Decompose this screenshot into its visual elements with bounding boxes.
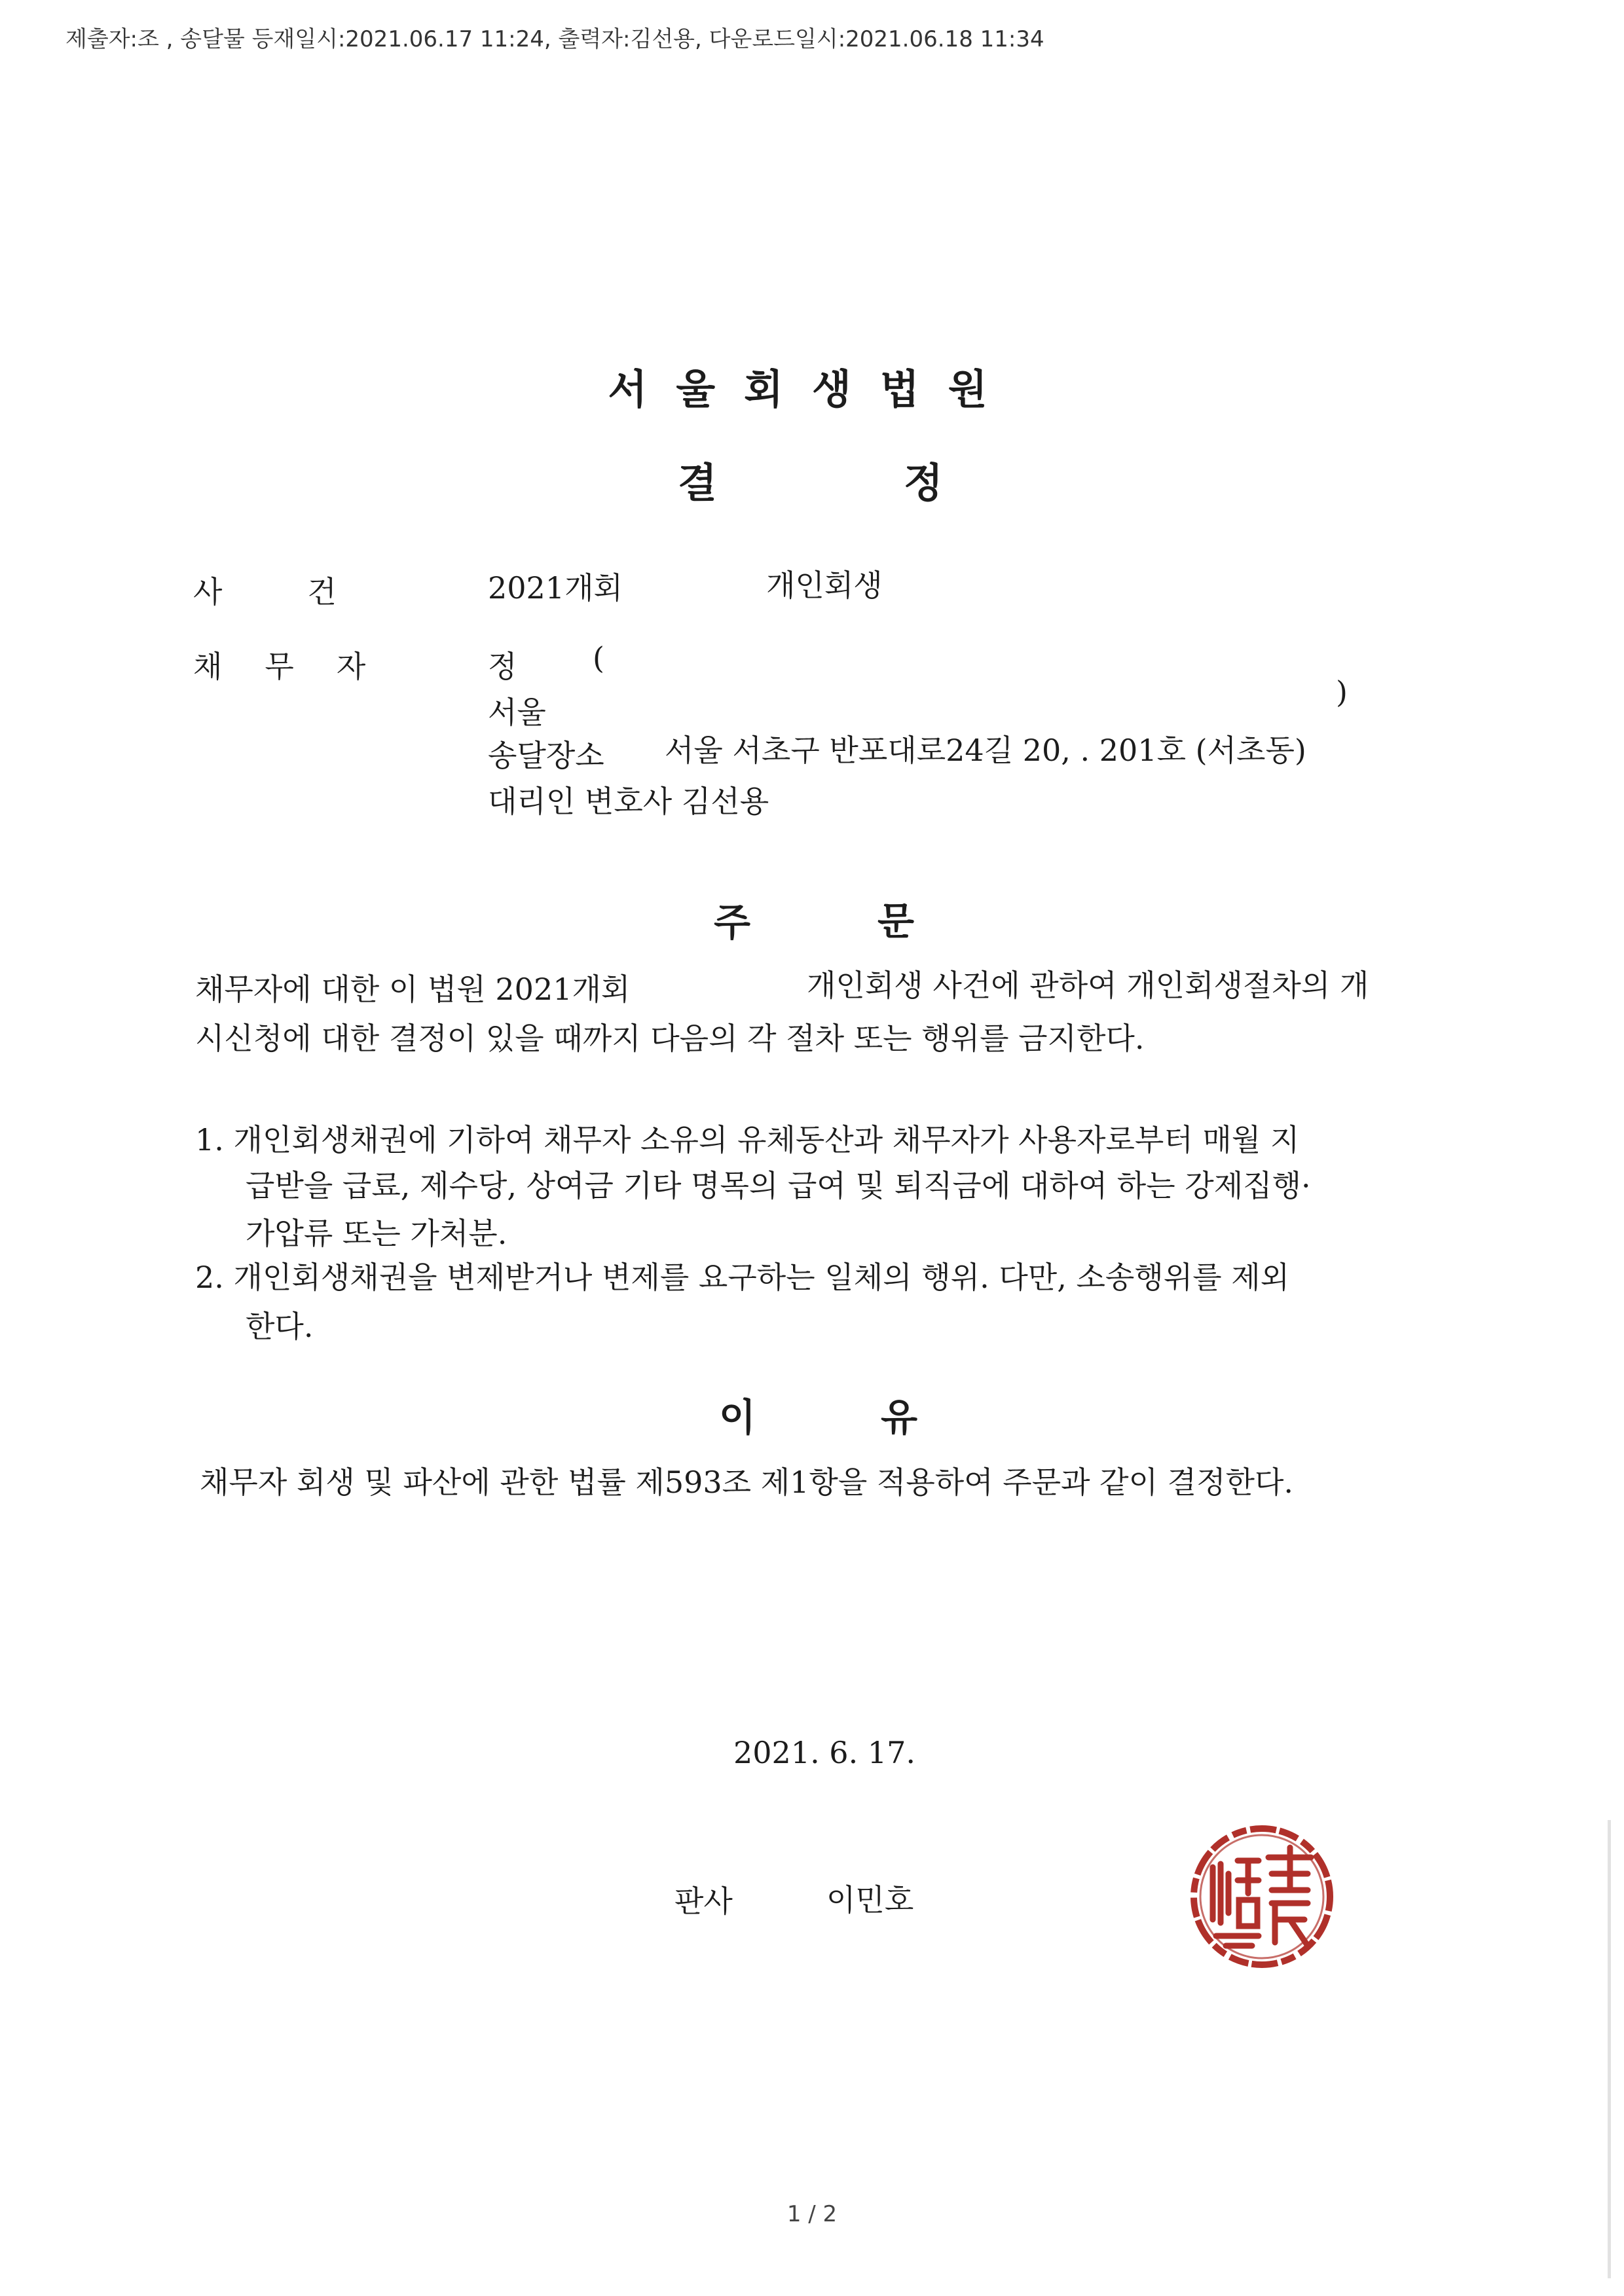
order-item2-line2: 한다. [246, 1309, 314, 1344]
judge-title: 판사 [674, 1884, 733, 1919]
delivery-address: 서울 서초구 반포대로24길 20, . 201호 (서초동) [665, 733, 1306, 768]
reason-text: 채무자 회생 및 파산에 관한 법률 제593조 제1항을 적용하여 주문과 같이 결정한다. [200, 1465, 1294, 1500]
order-item1-line2: 급받을 급료, 제수당, 상여금 기타 명목의 급여 및 퇴직금에 대하여 하는 강제집행· [246, 1168, 1311, 1203]
court-name: 서울회생법원 [608, 365, 1016, 413]
debtor-name: 정 [488, 649, 517, 684]
order-line1a: 채무자에 대한 이 법원 2021개회 [195, 972, 631, 1007]
judge-seal-icon [1187, 1821, 1337, 1972]
order-line2: 시신청에 대한 결정이 있을 때까지 다음의 각 절차 또는 행위를 금지한다. [195, 1021, 1145, 1056]
document-header: 제출자:조 , 송달물 등재일시:2021.06.17 11:24, 출력자:김선용, 다운로드일시:2021.06.18 11:34 [65, 26, 1044, 52]
debtor-address: 서울 [488, 695, 546, 730]
debtor-name-paren: ( [593, 640, 604, 676]
order-item1-line3: 가압류 또는 가처분. [246, 1216, 507, 1251]
section-reason-right: 유 [881, 1395, 918, 1440]
delivery-label: 송달장소 [488, 738, 604, 773]
section-order-left: 주 [714, 900, 751, 945]
debtor-label: 채무자 [193, 649, 409, 684]
doc-title-left: 결 [678, 459, 717, 507]
doc-title-right: 정 [904, 459, 943, 507]
order-item2-line1: 2. 개인회생채권을 변제받거나 변제를 요구하는 일체의 행위. 다만, 소송행위를 제외 [195, 1260, 1290, 1295]
decision-date: 2021. 6. 17. [733, 1735, 915, 1770]
agent: 대리인 변호사 김선용 [488, 784, 769, 819]
case-number: 2021개회 [488, 570, 623, 606]
debtor-address-close: ) [1336, 674, 1348, 710]
section-order-right: 문 [877, 899, 915, 943]
case-type: 개인회생 [766, 568, 883, 603]
order-item1-line1: 1. 개인회생채권에 기하여 채무자 소유의 유체동산과 채무자가 사용자로부터 매월 지 [195, 1122, 1300, 1157]
page-number: 1 / 2 [786, 2201, 838, 2227]
judge-name: 이민호 [826, 1882, 914, 1918]
case-label: 사건 [193, 574, 422, 610]
section-reason-left: 이 [719, 1395, 756, 1440]
order-line1b: 개인회생 사건에 관하여 개인회생절차의 개 [807, 968, 1369, 1003]
